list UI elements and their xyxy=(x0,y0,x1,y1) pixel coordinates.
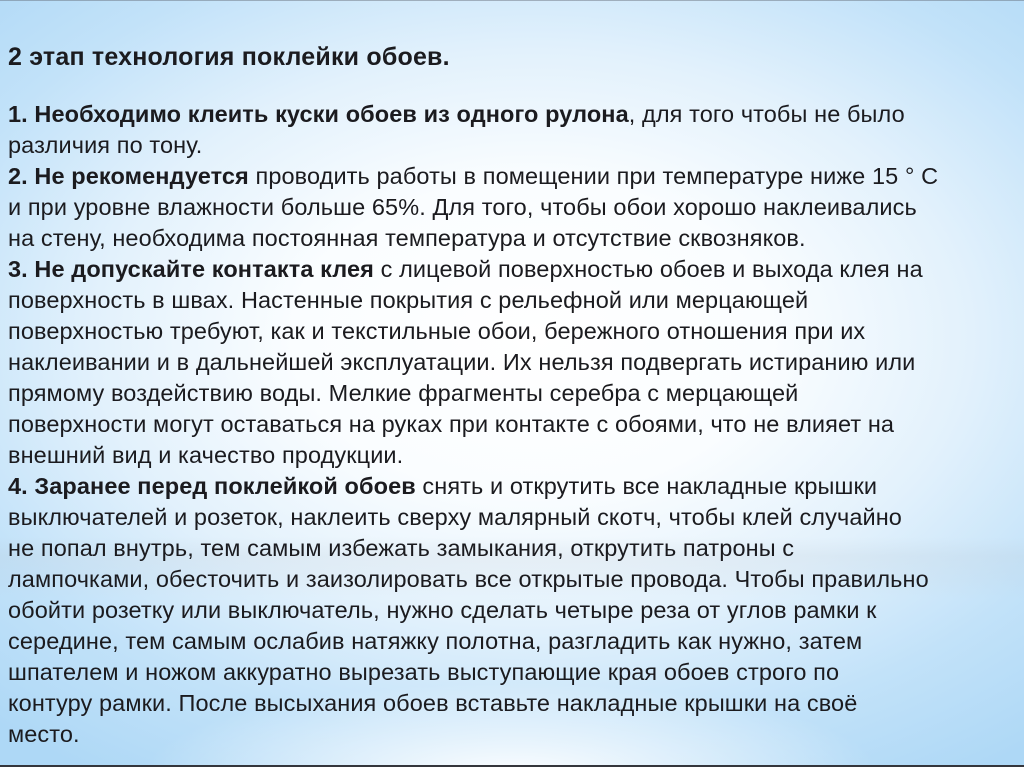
text-line xyxy=(8,533,1016,564)
text-line xyxy=(8,719,1016,750)
text-segment: шпателем и ножом аккуратно вырезать выступающие края обоев строго по xyxy=(8,659,840,685)
text-segment: проводить работы в помещении при температуре ниже 15 ° С xyxy=(248,163,939,189)
text-segment: с лицевой поверхностью обоев и выхода клея на xyxy=(374,256,923,282)
text-line xyxy=(8,254,1016,285)
text-line xyxy=(8,471,1016,502)
text-line xyxy=(8,316,1016,347)
text-segment: обойти розетку или выключатель, нужно сделать четыре реза от углов рамки к xyxy=(8,597,877,623)
slide-title: 2 этап технология поклейки обоев. xyxy=(8,43,450,71)
text-line xyxy=(8,440,1016,471)
text-segment: выключателей и розеток, наклеить сверху малярный скотч, чтобы клей случайно xyxy=(8,504,902,530)
text-segment: контуру рамки. После высыхания обоев вставьте накладные крышки на своё xyxy=(8,690,858,716)
top-edge-line xyxy=(0,0,1024,1)
text-line xyxy=(8,99,1016,130)
text-segment: лампочками, обесточить и заизолировать все открытые провода. Чтобы правильно xyxy=(8,566,929,592)
text-line xyxy=(8,688,1016,719)
text-segment: внешний вид и качество продукции. xyxy=(8,442,404,468)
text-line xyxy=(8,657,1016,688)
text-segment: поверхности могут оставаться на руках при контакте с обоями, что не влияет на xyxy=(8,411,895,437)
text-line xyxy=(8,130,1016,161)
text-segment: снять и открутить все накладные крышки xyxy=(415,473,878,499)
text-line xyxy=(8,161,1016,192)
text-segment: 4. Заранее перед поклейкой обоев xyxy=(8,473,416,499)
text-segment: прямому воздействию воды. Мелкие фрагменты серебра с мерцающей xyxy=(8,380,799,406)
text-segment: середине, тем самым ослабив натяжку полотна, разгладить как нужно, затем xyxy=(8,628,863,654)
text-line xyxy=(8,502,1016,533)
text-line xyxy=(8,192,1016,223)
text-segment: 1. Необходимо клеить куски обоев из одного рулона xyxy=(8,101,629,127)
text-line xyxy=(8,564,1016,595)
text-line xyxy=(8,409,1016,440)
text-segment: поверхность в швах. Настенные покрытия с рельефной или мерцающей xyxy=(8,287,809,313)
text-segment: различия по тону. xyxy=(8,132,203,158)
text-line xyxy=(8,285,1016,316)
text-line xyxy=(8,347,1016,378)
slide-body-text xyxy=(8,99,1016,750)
text-segment: место. xyxy=(8,721,80,747)
text-segment: поверхностью требуют, как и текстильные обои, бережного отношения при их xyxy=(8,318,866,344)
slide-content xyxy=(8,42,1016,750)
text-line xyxy=(8,378,1016,409)
text-segment: на стену, необходима постоянная температура и отсутствие сквозняков. xyxy=(8,225,806,251)
text-segment: , для того чтобы не было xyxy=(628,101,905,127)
text-segment: наклеивании и в дальнейшей эксплуатации. Их нельзя подвергать истиранию или xyxy=(8,349,916,375)
text-segment: не попал внутрь, тем самым избежать замыкания, открутить патроны с xyxy=(8,535,795,561)
text-segment: 3. Не допускайте контакта клея xyxy=(8,256,374,282)
text-line xyxy=(8,223,1016,254)
text-segment: 2. Не рекомендуется xyxy=(8,163,249,189)
text-line xyxy=(8,626,1016,657)
text-line xyxy=(8,595,1016,626)
text-segment: и при уровне влажности больше 65%. Для того, чтобы обои хорошо наклеивались xyxy=(8,194,917,220)
